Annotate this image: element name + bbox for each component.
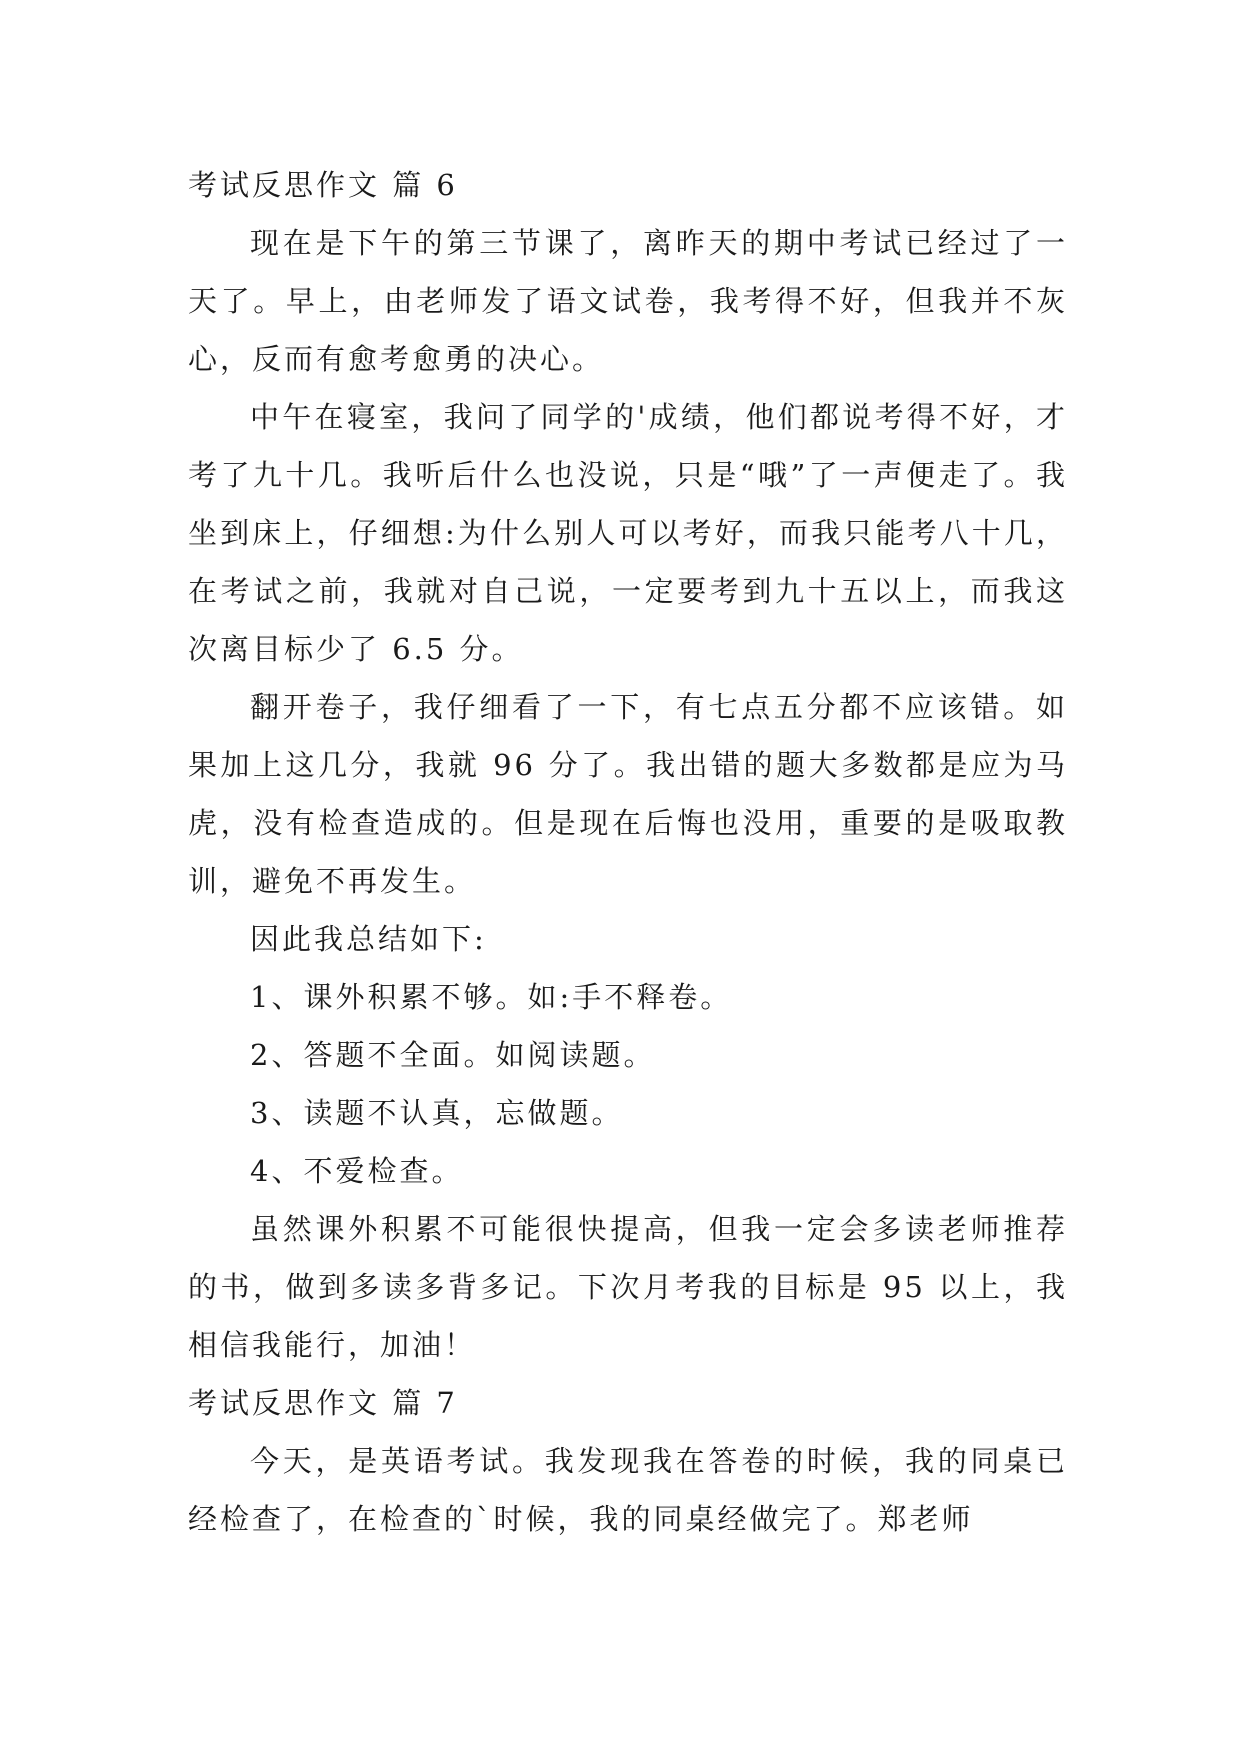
section-heading: 考试反思作文 篇 7	[188, 1386, 458, 1420]
paragraph: 虽然课外积累不可能很快提高，但我一定会多读老师推荐的书，做到多读多背多记。下次月考我的目标是 95 以上，我相信我能行，加油！	[188, 1212, 1068, 1362]
paragraph: 因此我总结如下:	[250, 922, 487, 956]
list-item: 1、课外积累不够。如:手不释卷。	[250, 980, 733, 1014]
list-item: 2、答题不全面。如阅读题。	[250, 1038, 656, 1072]
document-body	[188, 156, 1068, 1548]
list-item: 4、不爱检查。	[250, 1154, 464, 1188]
section-heading: 考试反思作文 篇 6	[188, 168, 458, 202]
paragraph: 中午在寝室，我问了同学的'成绩，他们都说考得不好，才考了九十几。我听后什么也没说，只是“哦”了一声便走了。我坐到床上，仔细想:为什么别人可以考好，而我只能考八十几，在考试之前，我就对自己说，一定要考到九十五以上，而我这次离目标少了 6.5 分。	[188, 400, 1068, 666]
paragraph: 现在是下午的第三节课了，离昨天的期中考试已经过了一天了。早上，由老师发了语文试卷，我考得不好，但我并不灰心，反而有愈考愈勇的决心。	[188, 226, 1068, 376]
list-item: 3、读题不认真，忘做题。	[250, 1096, 624, 1130]
paragraph: 今天，是英语考试。我发现我在答卷的时候，我的同桌已经检查了，在检查的`时候，我的同桌经做完了。郑老师	[188, 1444, 1068, 1536]
paragraph: 翻开卷子，我仔细看了一下，有七点五分都不应该错。如果加上这几分，我就 96 分了。我出错的题大多数都是应为马虎，没有检查造成的。但是现在后悔也没用，重要的是吸取教训，避免不再发生。	[188, 690, 1068, 898]
